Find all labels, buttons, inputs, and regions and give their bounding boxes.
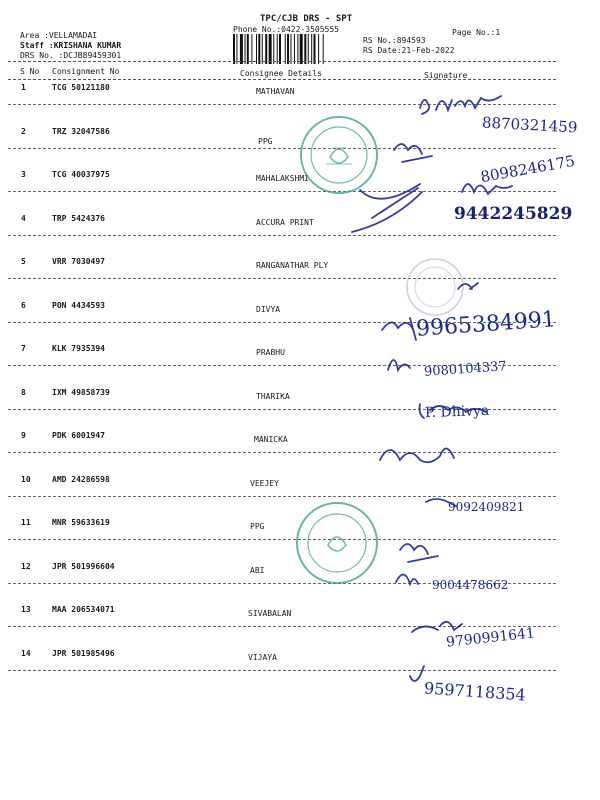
row-consignee: MAHALAKSHMI	[256, 174, 309, 183]
row-consignment-no: JPR 501996604	[52, 561, 115, 571]
row-consignment-no: MAA 206534071	[52, 605, 115, 614]
row-consignment-no: TCG 40037975	[52, 170, 110, 179]
handwritten-note-3: 8098246175	[479, 151, 577, 187]
row-consignee: PPG	[250, 522, 265, 531]
row-consignment-no: PON 4434593	[52, 300, 105, 310]
row-sno: 10	[21, 474, 31, 484]
area-value: VELLAMADAI	[48, 31, 98, 40]
row-sno: 3	[21, 170, 26, 179]
row-sno: 4	[21, 213, 26, 223]
row-sno: 9	[21, 431, 26, 440]
row-sno: 8	[21, 387, 26, 397]
handwritten-note-13: 9790991641	[445, 625, 536, 651]
row-consignment-no: VRR 7030497	[52, 257, 105, 266]
row-consignee: ABI	[250, 565, 265, 575]
col-signature: Signature	[424, 71, 468, 80]
handwritten-note-8: P. Dhivya	[424, 402, 490, 422]
row-sno: 2	[21, 126, 26, 136]
row-consignee: VIJAYA	[248, 652, 277, 662]
handwritten-note-4: 9442245829	[454, 204, 573, 224]
drs-label: DRS No. :	[20, 51, 64, 60]
staff-label: Staff :	[20, 41, 54, 50]
row-sno: 1	[21, 83, 26, 92]
row-sno: 13	[21, 605, 31, 614]
row-sno: 5	[21, 257, 26, 266]
handwritten-note-12: 9004478662	[432, 578, 509, 592]
row-consignment-no: TRZ 32047586	[52, 126, 110, 136]
page-number: Page No.:1	[452, 28, 501, 37]
col-consignment: Consignment No	[52, 67, 120, 76]
col-sno: S No	[20, 67, 40, 76]
col-consignee: Consignee Details	[240, 69, 322, 78]
phone-number: Phone No.:0422-3505555	[233, 25, 339, 34]
row-consignment-no: IXM 49858739	[52, 387, 110, 397]
handwritten-note-14: 9597118354	[423, 678, 527, 705]
row-sno: 7	[21, 344, 26, 353]
row-sno: 12	[21, 561, 31, 571]
row-consignment-no: PDK 6001947	[52, 431, 105, 440]
row-consignee: VEEJEY	[250, 478, 279, 488]
handwritten-note-7: 9080104337	[423, 359, 508, 380]
row-consignee: RANGANATHAR PLY	[256, 261, 329, 270]
handwritten-note-10: 9092409821	[448, 500, 525, 514]
drs-value: DCJB89459301	[63, 51, 122, 60]
row-consignment-no: MNR 59633619	[52, 518, 110, 527]
handwritten-note-6: 9965384991	[415, 307, 557, 342]
row-sno: 14	[21, 648, 31, 658]
row-consignment-no: JPR 501985496	[52, 648, 115, 658]
area-label: Area :	[20, 31, 49, 40]
row-consignment-no: TCG 50121180	[52, 83, 110, 92]
row-consignment-no: TRP 5424376	[52, 213, 105, 223]
row-consignee: DIVYA	[256, 304, 281, 314]
staff-value: KRISHANA KUMAR	[53, 41, 122, 50]
row-sno: 6	[21, 300, 26, 310]
rs-number: RS No.:894593	[363, 36, 426, 45]
row-consignee: MANICKA	[254, 435, 288, 444]
row-consignment-no: AMD 24286598	[52, 474, 110, 484]
row-consignee: MATHAVAN	[256, 87, 295, 96]
row-consignee: SIVABALAN	[248, 609, 292, 618]
row-consignee: PRABHU	[256, 348, 285, 357]
rs-date: RS Date:21-Feb-2022	[363, 46, 455, 55]
handwritten-note-1: 8870321459	[481, 113, 578, 137]
row-consignee: ACCURA PRINT	[256, 217, 314, 227]
sheet-title: TPC/CJB DRS - SPT	[260, 14, 353, 24]
row-consignee: THARIKA	[256, 391, 290, 401]
row-consignee: PPG	[258, 136, 273, 146]
row-consignment-no: KLK 7935394	[52, 344, 105, 353]
row-sno: 11	[21, 518, 31, 527]
